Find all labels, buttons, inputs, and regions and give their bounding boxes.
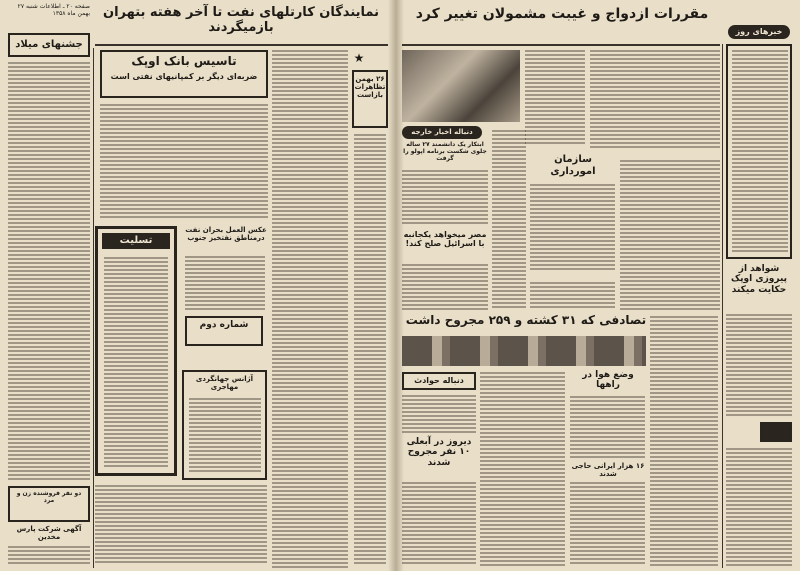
foreign-sub: ابتکار یک دانشمند ۲۷ ساله جلوی شکست برنامه اپولو را گرفت	[403, 141, 487, 162]
text-column	[95, 485, 267, 565]
left-folio: صفحه ۲۰ ـ اطلاعات شنبه ۲۷ بهمن ماه ۱۳۵۸	[17, 3, 90, 18]
bahman-box: ۲۶ بهمن تظاهرات بازاست	[352, 70, 388, 128]
ad-text	[189, 398, 261, 474]
text-column	[530, 184, 615, 270]
opec-victory-headline: شواهد از پیروزی اوپک حکایت میکند	[730, 264, 788, 295]
celebrations-heading: جشنهای میلاد	[8, 33, 90, 57]
text-column	[525, 50, 585, 145]
text-column	[100, 104, 268, 220]
hajj-headline: ۱۶ هزار ایرانی حاجی شدند	[571, 462, 645, 479]
left-headline: نمایندگان کارتلهای نفت تا آخر هفته بتهران بازمیگردند	[102, 5, 379, 35]
headline-rule	[402, 44, 720, 46]
company-notice: آگهی شرکت پارس مخدین	[16, 525, 82, 542]
sale-notice: دو نفر فروشنده زن و مرد	[8, 486, 90, 522]
news-photo	[402, 50, 520, 122]
column-rule	[93, 48, 94, 568]
text-column	[570, 482, 645, 566]
text-column	[492, 130, 526, 310]
abali-headline: دیروز در آبعلی ۱۰ نفر مجروح شدند	[406, 437, 472, 468]
second-issue-box	[185, 316, 263, 346]
text-column	[480, 372, 565, 566]
text-column	[732, 50, 788, 253]
text-column	[8, 546, 90, 566]
text-column	[185, 256, 265, 310]
condolence-heading: تسلیت	[102, 233, 170, 249]
column-rule	[722, 44, 723, 568]
admin-org-headline: سازمان امورداری	[550, 154, 596, 177]
news-of-day-badge: خبرهای روز	[728, 25, 790, 39]
headline-rule	[95, 44, 388, 46]
egypt-headline: مصر میخواهد یکجانبه با اسرائیل صلح کند!	[403, 230, 487, 249]
text-column	[620, 160, 720, 310]
condolence-box	[95, 226, 177, 476]
text-column	[402, 482, 476, 566]
reaction-title: عکس العمل بحران نفت درمناطق نفتخیز جنوب	[185, 226, 267, 243]
foreign-news-badge: دنباله اخبار خارجه	[402, 126, 482, 139]
text-column	[402, 395, 476, 433]
text-column	[402, 264, 488, 310]
travel-agency: آژانس جهانگردی مهاجری	[195, 375, 254, 392]
logo-box	[760, 422, 792, 442]
notice-text	[104, 257, 168, 467]
opec-bank-box	[100, 50, 268, 98]
text-column	[570, 396, 645, 458]
opec-bank-subtitle: ضربه‌ای دیگر بر کمپانیهای نفتی است	[110, 71, 258, 81]
text-column	[590, 50, 720, 150]
text-column	[272, 50, 348, 568]
weather-headline: وضع هوا در راهها	[582, 370, 634, 391]
accidents-cont-box: دنباله حوادث	[402, 372, 476, 390]
text-column	[650, 316, 718, 566]
travel-ad-box	[182, 370, 267, 480]
text-column	[530, 282, 615, 310]
text-column	[726, 314, 792, 418]
victims-photo-strip	[402, 336, 646, 366]
star-icon: ★	[353, 51, 365, 65]
text-column	[402, 170, 488, 226]
second-issue: شماره دوم	[199, 320, 249, 330]
text-column	[354, 134, 386, 566]
text-column	[8, 62, 90, 482]
opec-bank-title: تاسیس بانک اوپک	[131, 54, 237, 68]
accident-headline: تصادفی که ۳۱ کشته و ۲۵۹ مجروح داشت	[405, 313, 647, 327]
right-headline: مقررات ازدواج و غیبت مشمولان تغییر کرد	[415, 6, 709, 22]
news-of-day-box	[726, 44, 792, 259]
text-column	[726, 448, 792, 566]
